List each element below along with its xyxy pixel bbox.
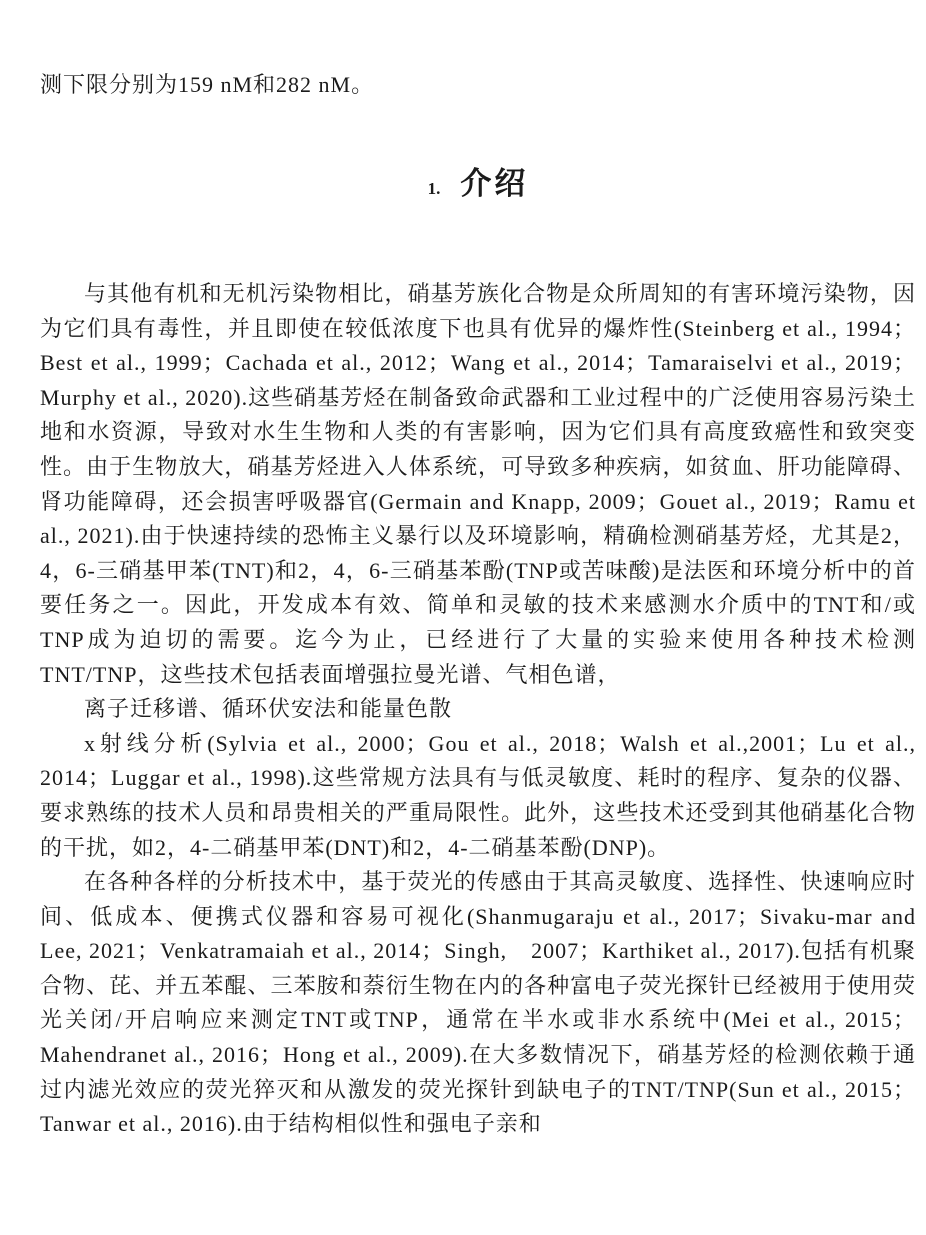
body-paragraph-4: 在各种各样的分析技术中，基于荧光的传感由于其高灵敏度、选择性、快速响应时间、低成本、便携式仪器和容易可视化(Shanmugaraju et al., 2017；Sivaku-mar and Lee, 2021；Venkatramaiah et al., 2014；Singh, 2007；Karthiket al., 2017).包括有机聚合物、芘、并五苯醌、三苯胺和萘衍生物在内的各种富电子荧光探针已经被用于使用荧光关闭/开启响应来测定TNT或TNP，通常在半水或非水系统中(Mei et al., 2015；Mahendranet al., 2016；Hong et al., 2009).在大多数情况下，硝基芳烃的检测依赖于通过内滤光效应的荧光猝灭和从激发的荧光探针到缺电子的TNT/TNP(Sun et al., 2015；Tanwar et al., 2016).由于结构相似性和强电子亲和 bbox=[40, 869, 916, 1137]
body-paragraph-1: 与其他有机和无机污染物相比，硝基芳族化合物是众所周知的有害环境污染物，因为它们具有毒性，并且即使在较低浓度下也具有优异的爆炸性(Steinberg et al., 1994；Best et al., 1999；Cachada et al., 2012；Wang et al., 2014；Tamaraiselvi et al., 2019；Murphy et al., 2020).这些硝基芳烃在制备致命武器和工业过程中的广泛使用容易污染土地和水资源，导致对水生生物和人类的有害影响，因为它们具有高度致癌性和致突变性。由于生物放大，硝基芳烃进入人体系统，可导致多种疾病，如贫血、肝功能障碍、肾功能障碍，还会损害呼吸器官(Germain and Knapp, 2009；Gouet al., 2019；Ramu et al., 2021).由于快速持续的恐怖主义暴行以及环境影响，精确检测硝基芳烃，尤其是2，4，6-三硝基甲苯(TNT)和2，4，6-三硝基苯酚(TNP或苦味酸)是法医和环境分析中的首要任务之一。因此，开发成本有效、简单和灵敏的技术来感测水介质中的TNT和/或TNP成为迫切的需要。迄今为止，已经进行了大量的实验来使用各种技术检测TNT/TNP，这些技术包括表面增强拉曼光谱、气相色谱， bbox=[40, 281, 916, 687]
section-number: 1. bbox=[427, 179, 441, 198]
leading-paragraph: 测下限分别为159 nM和282 nM。 bbox=[40, 72, 375, 97]
body-text bbox=[40, 277, 916, 1142]
body-paragraph-3: x射线分析(Sylvia et al., 2000；Gou et al., 2018；Walsh et al.,2001；Lu et al., 2014；Luggar et al., 1998).这些常规方法具有与低灵敏度、耗时的程序、复杂的仪器、要求熟练的技术人员和昂贵相关的严重局限性。此外，这些技术还受到其他硝基化合物的干扰，如2，4-二硝基甲苯(DNT)和2，4-二硝基苯酚(DNP)。 bbox=[40, 730, 916, 860]
section-heading bbox=[40, 164, 916, 204]
body-paragraph-2: 离子迁移谱、循环伏安法和能量色散 bbox=[84, 696, 453, 722]
section-title: 介绍 bbox=[460, 166, 529, 201]
